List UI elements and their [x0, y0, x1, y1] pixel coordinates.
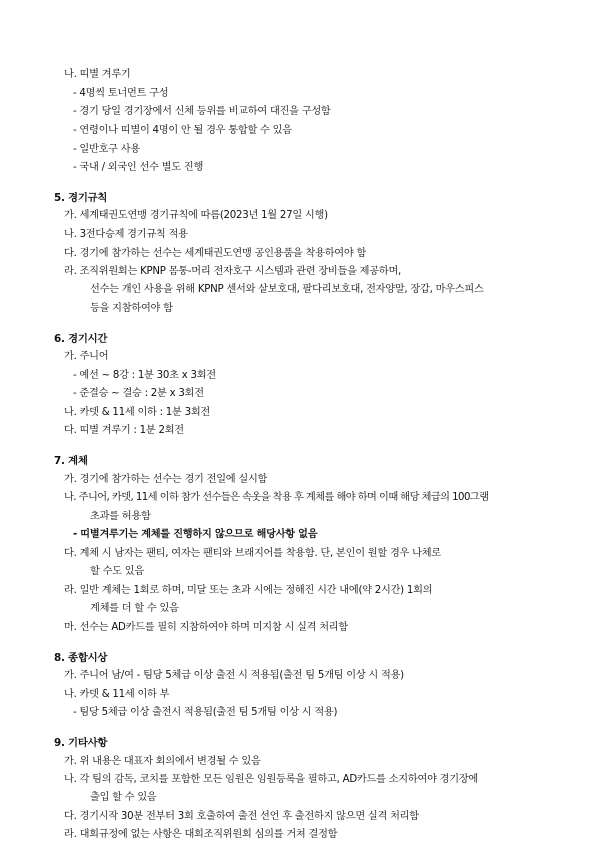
sub-item: 나. 카뎃 & 11세 이하 부 [64, 689, 170, 700]
section-heading: 5. 경기규칙 [54, 192, 108, 204]
sub-item: 나. 카뎃 & 11세 이하 : 1분 3회전 [64, 407, 211, 418]
continuation-line: 할 수도 있음 [90, 566, 144, 577]
continuation-line: 등을 지참하여야 함 [90, 303, 173, 314]
sub-item: 라. 조직위원회는 KPNP 몸통-머리 전자호구 시스템과 관련 장비들을 제공하며, [64, 266, 402, 277]
bold-bullet-item: - 띠별겨루기는 계체를 진행하지 않으므로 해당사항 없음 [73, 529, 318, 540]
sub-item: 가. 세계태권도연맹 경기규칙에 따름(2023년 1월 27일 시행) [64, 210, 328, 221]
continuation-line: 초과를 허용함 [90, 511, 151, 522]
section-heading: 8. 종합시상 [54, 652, 108, 664]
section-heading: 9. 기타사항 [54, 737, 108, 749]
sub-item: 다. 계체 시 남자는 팬티, 여자는 팬티와 브래지어를 착용함. 단, 본인이 원할 경우 나체로 [64, 548, 441, 559]
section-heading: 7. 계체 [54, 455, 88, 467]
sub-item: 가. 주니어 [64, 351, 109, 362]
continuation-line: 계체를 더 할 수 있음 [90, 603, 179, 614]
sub-item: 나. 주니어, 카뎃, 11세 이하 참가 선수들은 속옷을 착용 후 계체를 해야 하며 이때 해당 체급의 100그램 [64, 492, 489, 503]
bullet-item: - 팀당 5체급 이상 출전시 적용됨(출전 팀 5개팀 이상 시 적용) [73, 707, 338, 718]
bullet-item: - 준결승 ~ 결승 : 2분 x 3회전 [73, 388, 204, 399]
sub-item: 라. 일반 계체는 1회로 하며, 미달 또는 초과 시에는 정해진 시간 내에(약 2시간) 1회의 [64, 585, 433, 596]
section-heading: 6. 경기시간 [54, 333, 108, 345]
bullet-item: - 국내 / 외국인 선수 별도 진행 [73, 162, 204, 173]
sub-item: 다. 경기시작 30분 전부터 3회 호출하여 출전 선언 후 출전하지 않으면 실격 처리함 [64, 811, 419, 822]
bullet-item: - 일반호구 사용 [73, 144, 140, 155]
bullet-item: - 예선 ~ 8강 : 1분 30초 x 3회전 [73, 370, 216, 381]
sub-item: 가. 위 내용은 대표자 회의에서 변경될 수 있음 [64, 756, 261, 767]
continuation-line: 선수는 개인 사용을 위해 KPNP 센서와 샅보호대, 팔다리보호대, 전자양말, 장갑, 마우스피스 [90, 284, 484, 295]
sub-item: 다. 띠별 겨루기 : 1분 2회전 [64, 425, 184, 436]
bullet-item: - 경기 당일 경기장에서 신체 등위를 비교하여 대진을 구성함 [73, 106, 331, 117]
sub-item: 나. 띠별 겨루기 [64, 69, 131, 80]
sub-item: 가. 주니어 남/여 - 팀당 5체급 이상 출전 시 적용됨(출전 팀 5개팀 이상 시 적용) [64, 670, 404, 681]
sub-item: 마. 선수는 AD카드를 필히 지참하여야 하며 미지참 시 실격 처리함 [64, 622, 348, 633]
bullet-item: - 4명씩 토너먼트 구성 [73, 88, 169, 99]
sub-item: 다. 경기에 참가하는 선수는 세계태권도연맹 공인용품을 착용하여야 함 [64, 248, 367, 259]
bullet-item: - 연령이나 띠별이 4명이 안 될 경우 통합할 수 있음 [73, 125, 292, 136]
sub-item: 라. 대회규정에 없는 사항은 대회조직위원회 심의를 거쳐 결정함 [64, 829, 338, 840]
continuation-line: 출입 할 수 있음 [90, 792, 157, 803]
sub-item: 나. 각 팀의 감독, 코치를 포함한 모든 임원은 임원등록을 필하고, AD카드를 소지하여야 경기장에 [64, 774, 479, 785]
sub-item: 가. 경기에 참가하는 선수는 경기 전일에 실시함 [64, 474, 268, 485]
sub-item: 나. 3전다승제 경기규칙 적용 [64, 229, 188, 240]
